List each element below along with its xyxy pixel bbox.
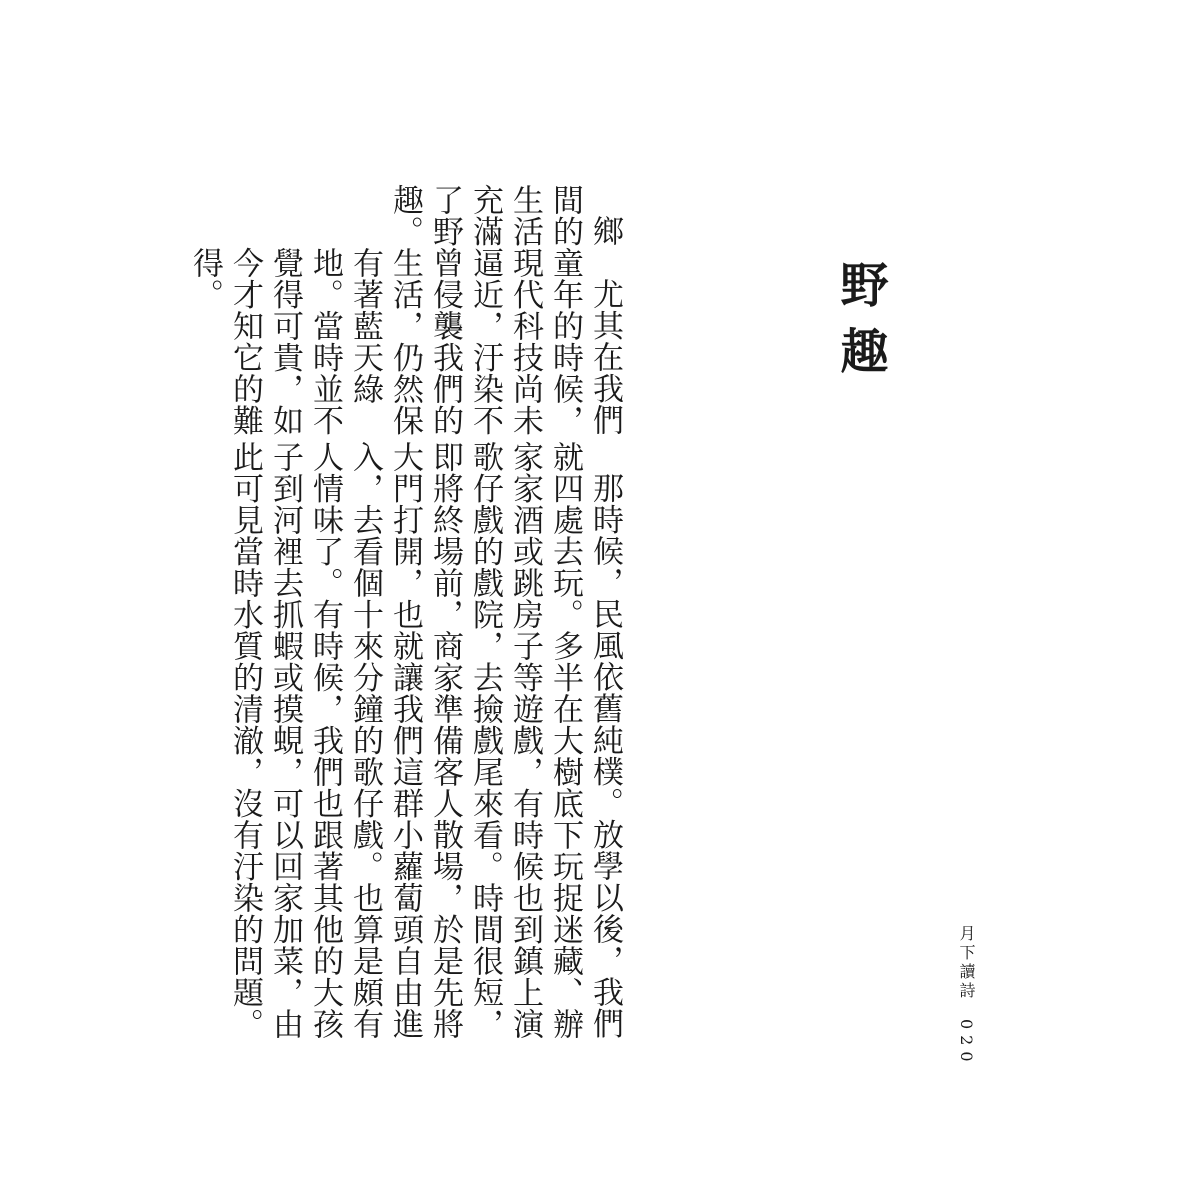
book-title: 月下讀詩 [957, 925, 976, 1001]
paragraph-2: 尤其在我們童年的時候，現代科技尚未逼近，汙染不曾侵襲我們的生活，仍然保有著藍天綠地。當時並不覺得可貴，如今才知它的難得。 [187, 247, 623, 436]
paragraph-3: 那時候，民風依舊純樸。放學以後，我們就四處去玩。多半在大樹底下玩捉迷藏、辦家家酒或跳房子等遊戲，有時候也到鎮上演歌仔戲的戲院，去撿戲尾來看。時間很短，即將終場前，商家準備客人散場，於是先將大門打開，也就讓我們這群小蘿蔔頭自由進入，去看個十來分鐘的歌仔戲。也算是頗有人情味了。有時候，我們也跟著其他的大孩子到河裡去抓蝦或摸蜆，可以回家加菜，由此可見當時水質的清澈，沒有汙染的問題。 [227, 440, 623, 1040]
paragraph-1: 鄉間的生活充滿了野趣。 [387, 184, 623, 247]
running-footer [955, 925, 977, 1068]
chapter-title: 野趣 [832, 260, 888, 392]
body-text [185, 184, 625, 1044]
page-number: 020 [957, 1019, 976, 1068]
